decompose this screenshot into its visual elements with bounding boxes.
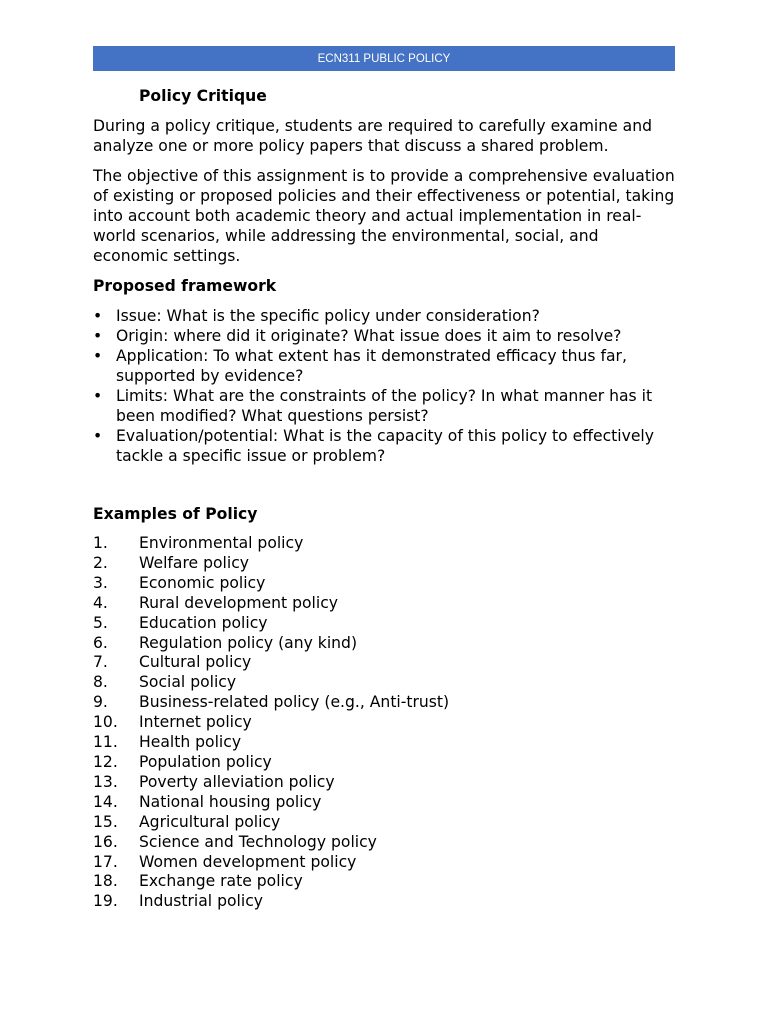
list-item — [93, 813, 678, 833]
list-item — [93, 594, 678, 614]
list-item — [93, 346, 678, 386]
list-item — [93, 426, 678, 466]
list-number: 4. — [93, 593, 108, 612]
list-item — [93, 554, 678, 574]
list-item-text: Limits: What are the constraints of the policy? In what manner has it been modified? What questions persist? — [116, 387, 653, 425]
document-title: Policy Critique — [139, 87, 267, 105]
list-number: 16. — [93, 832, 118, 851]
list-item-text: Industrial policy — [139, 892, 263, 911]
bullet-icon: • — [93, 427, 103, 445]
list-number: 9. — [93, 693, 108, 712]
list-item — [93, 793, 678, 813]
list-item-text: Education policy — [139, 613, 268, 632]
list-number: 7. — [93, 653, 108, 672]
bullet-icon: • — [93, 307, 103, 325]
list-item-text: Science and Technology policy — [139, 832, 377, 851]
list-item-text: Exchange rate policy — [139, 872, 303, 891]
framework-list — [93, 306, 678, 466]
bullet-icon: • — [93, 347, 103, 365]
list-item-text: Issue: What is the specific policy under consideration? — [116, 307, 540, 325]
list-number: 12. — [93, 752, 118, 771]
list-item-text: Regulation policy (any kind) — [139, 633, 358, 652]
list-item-text: Population policy — [139, 752, 272, 771]
list-item — [93, 773, 678, 793]
list-item-text: Cultural policy — [139, 653, 252, 672]
list-number: 11. — [93, 733, 118, 752]
list-item-text: Agricultural policy — [139, 812, 281, 831]
list-item-text: Rural development policy — [139, 593, 339, 612]
bullet-icon: • — [93, 387, 103, 405]
list-item — [93, 753, 678, 773]
header-title: ECN311 PUBLIC POLICY — [317, 52, 451, 65]
list-number: 15. — [93, 812, 118, 831]
list-number: 19. — [93, 892, 118, 911]
list-number: 10. — [93, 713, 118, 732]
list-item — [93, 653, 678, 673]
list-item — [93, 534, 678, 554]
list-item — [93, 833, 678, 853]
document-body — [93, 86, 678, 912]
list-item — [93, 693, 678, 713]
bullet-icon: • — [93, 327, 103, 345]
list-item-text: Women development policy — [139, 852, 357, 871]
list-item-text: Social policy — [139, 673, 237, 692]
list-item — [93, 892, 678, 912]
intro-paragraph: During a policy critique, students are required to carefully examine and analyze one or more policy papers that discuss a shared problem. — [93, 117, 652, 155]
list-item — [93, 853, 678, 873]
list-item-text: Application: To what extent has it demonstrated efficacy thus far, supported by evidence? — [116, 347, 627, 385]
list-item — [93, 326, 678, 346]
list-item — [93, 306, 678, 326]
list-item — [93, 733, 678, 753]
list-item — [93, 872, 678, 892]
list-number: 2. — [93, 553, 108, 572]
list-item-text: Welfare policy — [139, 553, 250, 572]
list-number: 1. — [93, 534, 108, 552]
list-item-text: Economic policy — [139, 573, 266, 592]
examples-list — [93, 534, 678, 912]
list-number: 18. — [93, 872, 118, 891]
list-item-text: Evaluation/potential: What is the capacity of this policy to effectively tackle a specific issue or problem? — [116, 427, 654, 465]
objective-paragraph: The objective of this assignment is to provide a comprehensive evaluation of existing or proposed policies and their effectiveness or potential, taking into account both academic theory and actual implementation in real-world scenarios, while addressing the environmental, social, and economic settings. — [93, 167, 675, 265]
list-item-text: Origin: where did it originate? What issue does it aim to resolve? — [116, 327, 622, 345]
list-item — [93, 673, 678, 693]
framework-heading: Proposed framework — [93, 277, 277, 295]
list-item-text: National housing policy — [139, 792, 322, 811]
list-number: 13. — [93, 772, 118, 791]
list-number: 3. — [93, 573, 108, 592]
list-item-text: Health policy — [139, 733, 242, 752]
list-item-text: Business-related policy (e.g., Anti-trust) — [139, 693, 450, 712]
list-number: 6. — [93, 633, 108, 652]
examples-heading: Examples of Policy — [93, 505, 258, 523]
list-number: 5. — [93, 613, 108, 632]
list-item-text: Internet policy — [139, 713, 252, 732]
list-item — [93, 386, 678, 426]
list-number: 14. — [93, 792, 118, 811]
list-item — [93, 574, 678, 594]
list-item-text: Environmental policy — [139, 534, 304, 552]
list-number: 17. — [93, 852, 118, 871]
list-item — [93, 634, 678, 654]
list-item — [93, 614, 678, 634]
list-item — [93, 713, 678, 733]
list-item-text: Poverty alleviation policy — [139, 772, 335, 791]
header-bar — [93, 46, 675, 71]
list-number: 8. — [93, 673, 108, 692]
